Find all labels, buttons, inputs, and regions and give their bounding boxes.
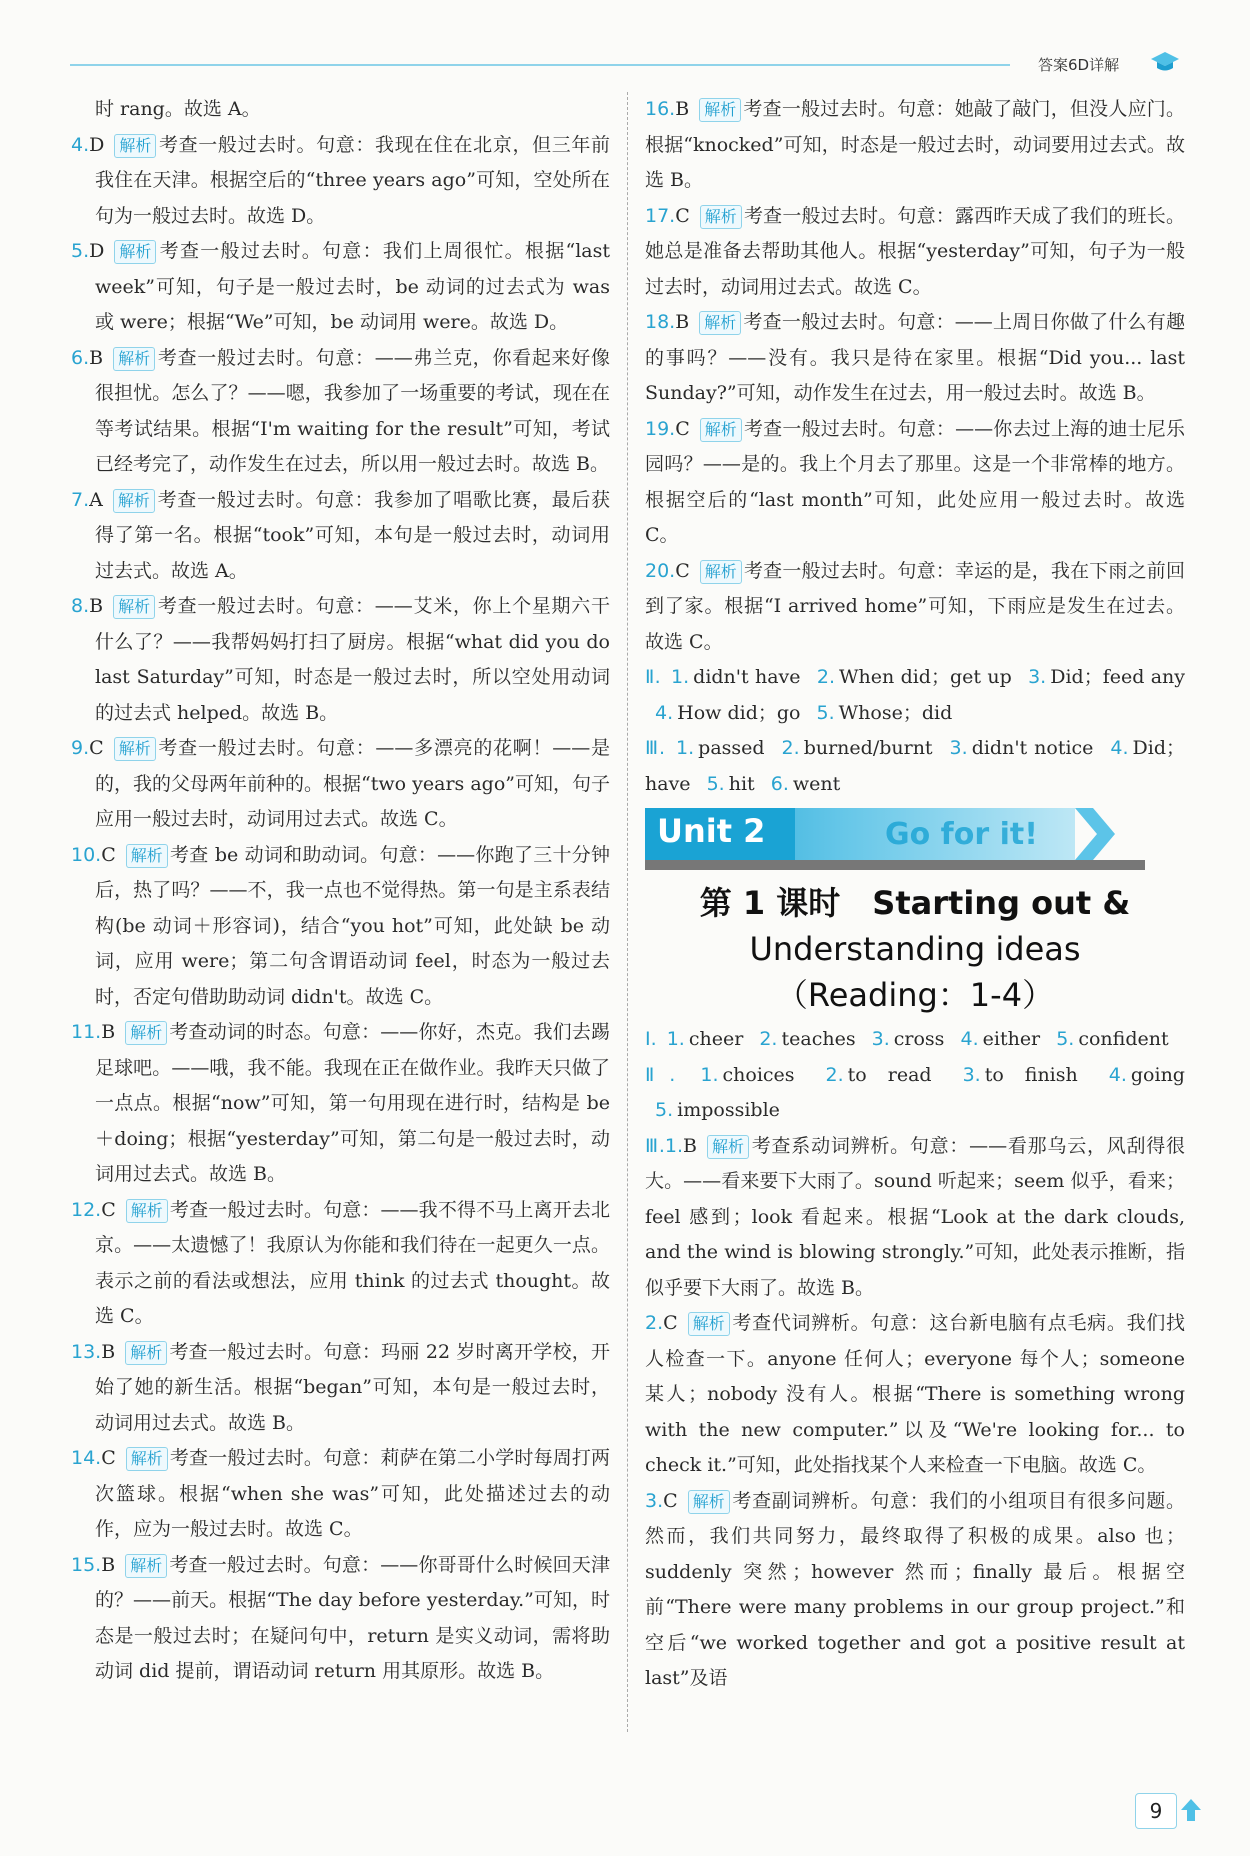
answer-letter: D — [89, 240, 105, 262]
answer-entry — [71, 483, 610, 590]
analysis-tag: 解析 — [114, 737, 156, 761]
item-answer: going — [1130, 1063, 1185, 1086]
answer-entry — [645, 199, 1185, 306]
item-number: 1. — [700, 1063, 719, 1086]
lesson-title — [645, 880, 1185, 1018]
answer-text: 考查一般过去时。句意：——弗兰克，你看起来好像很担忧。怎么了？——嗯，我参加了一场重要的考试，现在在等考试结果。根据“I'm waiting for the result”可知，考试已经考完了，动作发生在过去，所以用一般过去时。故选 B。 — [95, 346, 610, 475]
answer-entry — [645, 92, 1185, 199]
item-answer: How did；go — [677, 701, 801, 724]
unit-title: Go for it! — [885, 817, 1038, 852]
answer-text: 考查一般过去时。句意：她敲了敲门，但没人应门。根据“knocked”可知，时态是一般过去时，动词要用过去式。故选 B。 — [645, 98, 1185, 191]
item-answer: choices — [722, 1063, 795, 1086]
item-answer: passed — [698, 737, 765, 759]
item-number: 3. — [962, 1063, 981, 1086]
question-number: 5. — [71, 240, 90, 262]
item-number: 6. — [770, 772, 789, 795]
left-column — [71, 92, 610, 1690]
section-numeral: Ⅰ. — [645, 1028, 657, 1050]
analysis-tag: 解析 — [113, 489, 155, 513]
item-number: 3. — [1028, 666, 1047, 688]
item-answer: cheer — [688, 1028, 744, 1050]
question-number: 11. — [71, 1021, 102, 1043]
item-answer: didn't have — [693, 666, 801, 688]
item-number: 1. — [671, 666, 690, 688]
answer-letter: B — [89, 346, 104, 369]
item-answer: either — [982, 1028, 1041, 1050]
arrow-up-icon — [1180, 1797, 1202, 1823]
question-number: 2. — [645, 1312, 664, 1334]
section-numeral: Ⅱ. — [645, 1063, 676, 1086]
item-number: 3. — [949, 737, 968, 759]
answer-entry — [71, 1548, 610, 1690]
section-numeral: Ⅲ. — [645, 737, 666, 759]
header-title: 答案6D详解 — [1038, 56, 1120, 74]
answer-text: 考查系动词辨析。句意：——看那乌云，风刮得很大。——看来要下大雨了。sound 听起来；seem 似乎，看来；feel 感到；look 看起来。根据“Look at the dark clouds, and the wind is blowing strongly.”可知，此处表示推断，指似乎要下大雨了。故选 B。 — [645, 1134, 1185, 1299]
item-number: 2. — [816, 666, 835, 688]
analysis-tag: 解析 — [126, 844, 168, 868]
analysis-tag: 解析 — [700, 418, 742, 442]
answer-text: 考查一般过去时。句意：——我不得不马上离开去北京。——太遗憾了！我原认为你能和我们待在一起更久一点。表示之前的看法或想法，应用 think 的过去式 thought。故选 C。 — [95, 1198, 610, 1327]
analysis-tag: 解析 — [113, 595, 155, 619]
answer-text: 考查一般过去时。句意：露西昨天成了我们的班长。她总是准备去帮助其他人。根据“yesterday”可知，句子为一般过去时，动词用过去式。故选 C。 — [645, 204, 1185, 298]
item-number: 4. — [1110, 737, 1129, 759]
answer-entry — [645, 1129, 1185, 1307]
answer-letter: C — [101, 1198, 116, 1221]
answer-letter: C — [675, 417, 690, 440]
answer-text: 考查一般过去时。句意：——你哥哥什么时候回天津的？——前天。根据“The day before yesterday.”可知，时态是一般过去时；在疑问句中，return 是实义动词，需将助动词 did 提前，谓语动词 return 用其原形。故选 B。 — [95, 1553, 610, 1682]
answer-entry — [71, 1441, 610, 1548]
answer-text: 考查一般过去时。句意：——上周日你做了什么有趣的事吗？——没有。我只是待在家里。根据“Did you... last Sunday?”可知，动作发生在过去，用一般过去时。故选 B。 — [645, 311, 1185, 404]
lesson-title-line: 第 1 课时 Starting out & — [699, 884, 1131, 922]
item-number: 2. — [759, 1028, 778, 1050]
question-number: 15. — [71, 1553, 102, 1576]
answer-letter: C — [89, 737, 104, 759]
page-number: 9 — [1135, 1793, 1177, 1829]
header-rule — [70, 64, 1010, 66]
answer-entry — [71, 1193, 610, 1335]
answer-text: 考查一般过去时。句意：幸运的是，我在下雨之前回到了家。根据“I arrived home”可知，下雨应是发生在过去。故选 C。 — [645, 559, 1185, 653]
chevron-right-icon — [1075, 808, 1115, 860]
item-number: 5. — [816, 701, 835, 724]
answer-letter: B — [683, 1134, 698, 1157]
fill-in-answers — [645, 1058, 1185, 1129]
unit-banner — [645, 808, 1185, 870]
answer-text: 考查一般过去时。句意：——艾米，你上个星期六干什么了？——我帮妈妈打扫了厨房。根据“what did you do last Saturday”可知，时态是一般过去时，所以空处用动词的过去式 helped。故选 B。 — [95, 595, 610, 724]
right-column — [645, 92, 1185, 1697]
answer-letter: B — [675, 98, 690, 120]
item-number: 5. — [655, 1099, 674, 1121]
analysis-tag: 解析 — [125, 1554, 167, 1578]
answer-letter: A — [89, 488, 103, 511]
analysis-tag: 解析 — [126, 1199, 168, 1223]
analysis-tag: 解析 — [700, 560, 742, 584]
column-divider — [627, 92, 628, 1732]
answer-text: 考查一般过去时。句意：——多漂亮的花啊！——是的，我的父母两年前种的。根据“two years ago”可知，句子应用一般过去时，动词用过去式。故选 C。 — [95, 737, 610, 830]
question-number: 20. — [645, 559, 676, 582]
question-number: 10. — [71, 843, 102, 866]
answer-entry — [645, 554, 1185, 661]
item-answer: Did；have — [645, 737, 1186, 795]
question-number: 14. — [71, 1447, 102, 1469]
item-number: 5. — [1056, 1028, 1075, 1050]
answer-entry — [71, 1015, 610, 1193]
item-number: 3. — [871, 1028, 890, 1050]
item-answer: Did；feed any — [1050, 666, 1185, 688]
analysis-tag: 解析 — [113, 347, 155, 371]
analysis-tag: 解析 — [114, 134, 156, 158]
answer-entry — [71, 234, 610, 341]
answer-text: 考查代词辨析。句意：这台新电脑有点毛病。我们找人检查一下。anyone 任何人；everyone 每个人；someone 某人；nobody 没有人。根据“There is something wrong with the new computer.”以及“We're looking for... to check it.”可知，此处指找某个人来检查一下电脑。故选 C。 — [645, 1312, 1185, 1476]
answer-entry — [71, 731, 610, 838]
answer-letter: C — [663, 1489, 678, 1512]
item-number: 5. — [706, 772, 725, 795]
item-number: 4. — [960, 1028, 979, 1050]
answer-entry — [645, 305, 1185, 412]
answer-entry — [71, 1335, 610, 1442]
question-number: 18. — [645, 311, 676, 333]
analysis-tag: 解析 — [125, 1341, 167, 1365]
item-number: 2. — [781, 737, 800, 759]
item-answer: cross — [893, 1028, 945, 1050]
item-number: 1. — [666, 1028, 685, 1050]
item-answer: burned/burnt — [803, 737, 933, 759]
analysis-tag: 解析 — [688, 1312, 730, 1336]
answer-letter: C — [675, 559, 690, 582]
analysis-tag: 解析 — [688, 1490, 730, 1514]
item-answer: teaches — [781, 1028, 856, 1050]
answer-letter: B — [101, 1021, 116, 1043]
answer-text: 考查一般过去时。句意：我参加了唱歌比赛，最后获得了第一名。根据“took”可知，本句是一般过去时，动词用过去式。故选 A。 — [95, 488, 610, 582]
answer-letter: C — [675, 204, 690, 227]
analysis-tag: 解析 — [699, 311, 741, 335]
answer-entry — [645, 1306, 1185, 1484]
answer-letter: B — [675, 311, 690, 333]
fill-in-answers — [645, 660, 1185, 731]
answer-letter: C — [101, 1447, 116, 1469]
item-answer: Whose；did — [838, 701, 953, 724]
analysis-tag: 解析 — [114, 240, 156, 264]
item-answer: didn't notice — [971, 737, 1094, 759]
question-number: 6. — [71, 346, 90, 369]
question-number: 9. — [71, 737, 90, 759]
question-number: 4. — [71, 133, 90, 156]
item-number: 4. — [1108, 1063, 1127, 1086]
answer-letter: B — [89, 595, 104, 617]
question-number: 1. — [664, 1134, 684, 1157]
answer-entry — [71, 341, 610, 483]
answer-text: 考查一般过去时。句意：莉萨在第二小学时每周打两次篮球。根据“when she was”可知，此处描述过去的动作，应为一般过去时。故选 C。 — [95, 1447, 610, 1540]
answer-text: 考查一般过去时。句意：我现在住在北京，但三年前我住在天津。根据空后的“three years ago”可知，空处所在句为一般过去时。故选 D。 — [95, 133, 610, 227]
answer-entry — [645, 412, 1185, 554]
question-number: 16. — [645, 98, 676, 120]
graduation-cap-icon — [1150, 50, 1180, 74]
unit-label: Unit 2 — [657, 812, 766, 850]
item-number: 4. — [655, 701, 674, 724]
item-answer: hit — [728, 772, 755, 795]
item-answer: went — [792, 772, 841, 795]
answer-text: 考查 be 动词和助动词。句意：——你跑了三十分钟后，热了吗？——不，我一点也不觉得热。第一句是主系表结构(be 动词＋形容词)，结合“you hot”可知，此处缺 be 动词，应用 were；第二句含谓语动词 feel，时态为一般过去时，否定句借助助动词 didn't。故选 C。 — [95, 843, 610, 1008]
answer-text: 考查一般过去时。句意：玛丽 22 岁时离开学校，开始了她的新生活。根据“began”可知，本句是一般过去时，动词用过去式。故选 B。 — [95, 1340, 610, 1434]
section-numeral: Ⅲ. — [645, 1134, 665, 1157]
answer-text: 考查一般过去时。句意：——你去过上海的迪士尼乐园吗？——是的。我上个月去了那里。这是一个非常棒的地方。根据空后的“last month”可知，此处应用一般过去时。故选 C。 — [645, 417, 1185, 546]
answer-text: 时 rang。故选 A。 — [95, 98, 261, 120]
answer-letter: B — [101, 1553, 116, 1576]
fill-in-answers — [645, 731, 1185, 802]
answer-letter: C — [663, 1312, 678, 1334]
item-answer: confident — [1078, 1028, 1169, 1050]
item-answer: to read — [847, 1063, 932, 1086]
item-answer: When did；get up — [839, 666, 1012, 688]
question-number: 3. — [645, 1489, 664, 1512]
answer-letter: C — [101, 843, 116, 866]
answer-text: 考查动词的时态。句意：——你好，杰克。我们去踢足球吧。——哦，我不能。我现在正在做作业。我昨天只做了一点点。根据“now”可知，第一句用现在进行时，结构是 be＋doing；根据“yesterday”可知，第二句是一般过去时，动词用过去式。故选 B。 — [95, 1021, 610, 1185]
answer-letter: D — [89, 133, 105, 156]
question-number: 17. — [645, 204, 676, 227]
analysis-tag: 解析 — [700, 205, 742, 229]
item-number: 1. — [676, 737, 695, 759]
answer-text: 考查副词辨析。句意：我们的小组项目有很多问题。然而，我们共同努力，最终取得了积极的成果。also 也；suddenly 突然；however 然而；finally 最后。根据空前“There were many problems in our group project.”和空后“we worked together and got a positive result at last”及语 — [645, 1489, 1185, 1689]
item-answer: to finish — [984, 1063, 1078, 1086]
analysis-tag: 解析 — [699, 98, 741, 122]
item-answer: impossible — [677, 1099, 780, 1121]
answer-letter: B — [101, 1340, 116, 1363]
item-number: 2. — [825, 1063, 844, 1086]
question-number: 12. — [71, 1198, 102, 1221]
answer-entry — [71, 589, 610, 731]
question-number: 7. — [71, 488, 90, 511]
lesson-title-line: （Reading：1-4） — [775, 976, 1055, 1014]
lesson-title-line: Understanding ideas — [749, 930, 1081, 968]
answer-entry — [95, 92, 610, 128]
analysis-tag: 解析 — [125, 1021, 167, 1045]
analysis-tag: 解析 — [707, 1135, 749, 1159]
fill-in-answers — [645, 1022, 1185, 1058]
unit-banner-shadow — [645, 860, 1145, 870]
answer-entry — [645, 1484, 1185, 1697]
answer-entry — [71, 128, 610, 235]
analysis-tag: 解析 — [126, 1447, 168, 1471]
answer-entry — [71, 838, 610, 1016]
section-numeral: Ⅱ. — [645, 666, 661, 688]
question-number: 13. — [71, 1340, 102, 1363]
answer-text: 考查一般过去时。句意：我们上周很忙。根据“last week”可知，句子是一般过去时，be 动词的过去式为 was 或 were；根据“We”可知，be 动词用 were。故选 D。 — [95, 240, 610, 333]
question-number: 8. — [71, 595, 90, 617]
question-number: 19. — [645, 417, 676, 440]
